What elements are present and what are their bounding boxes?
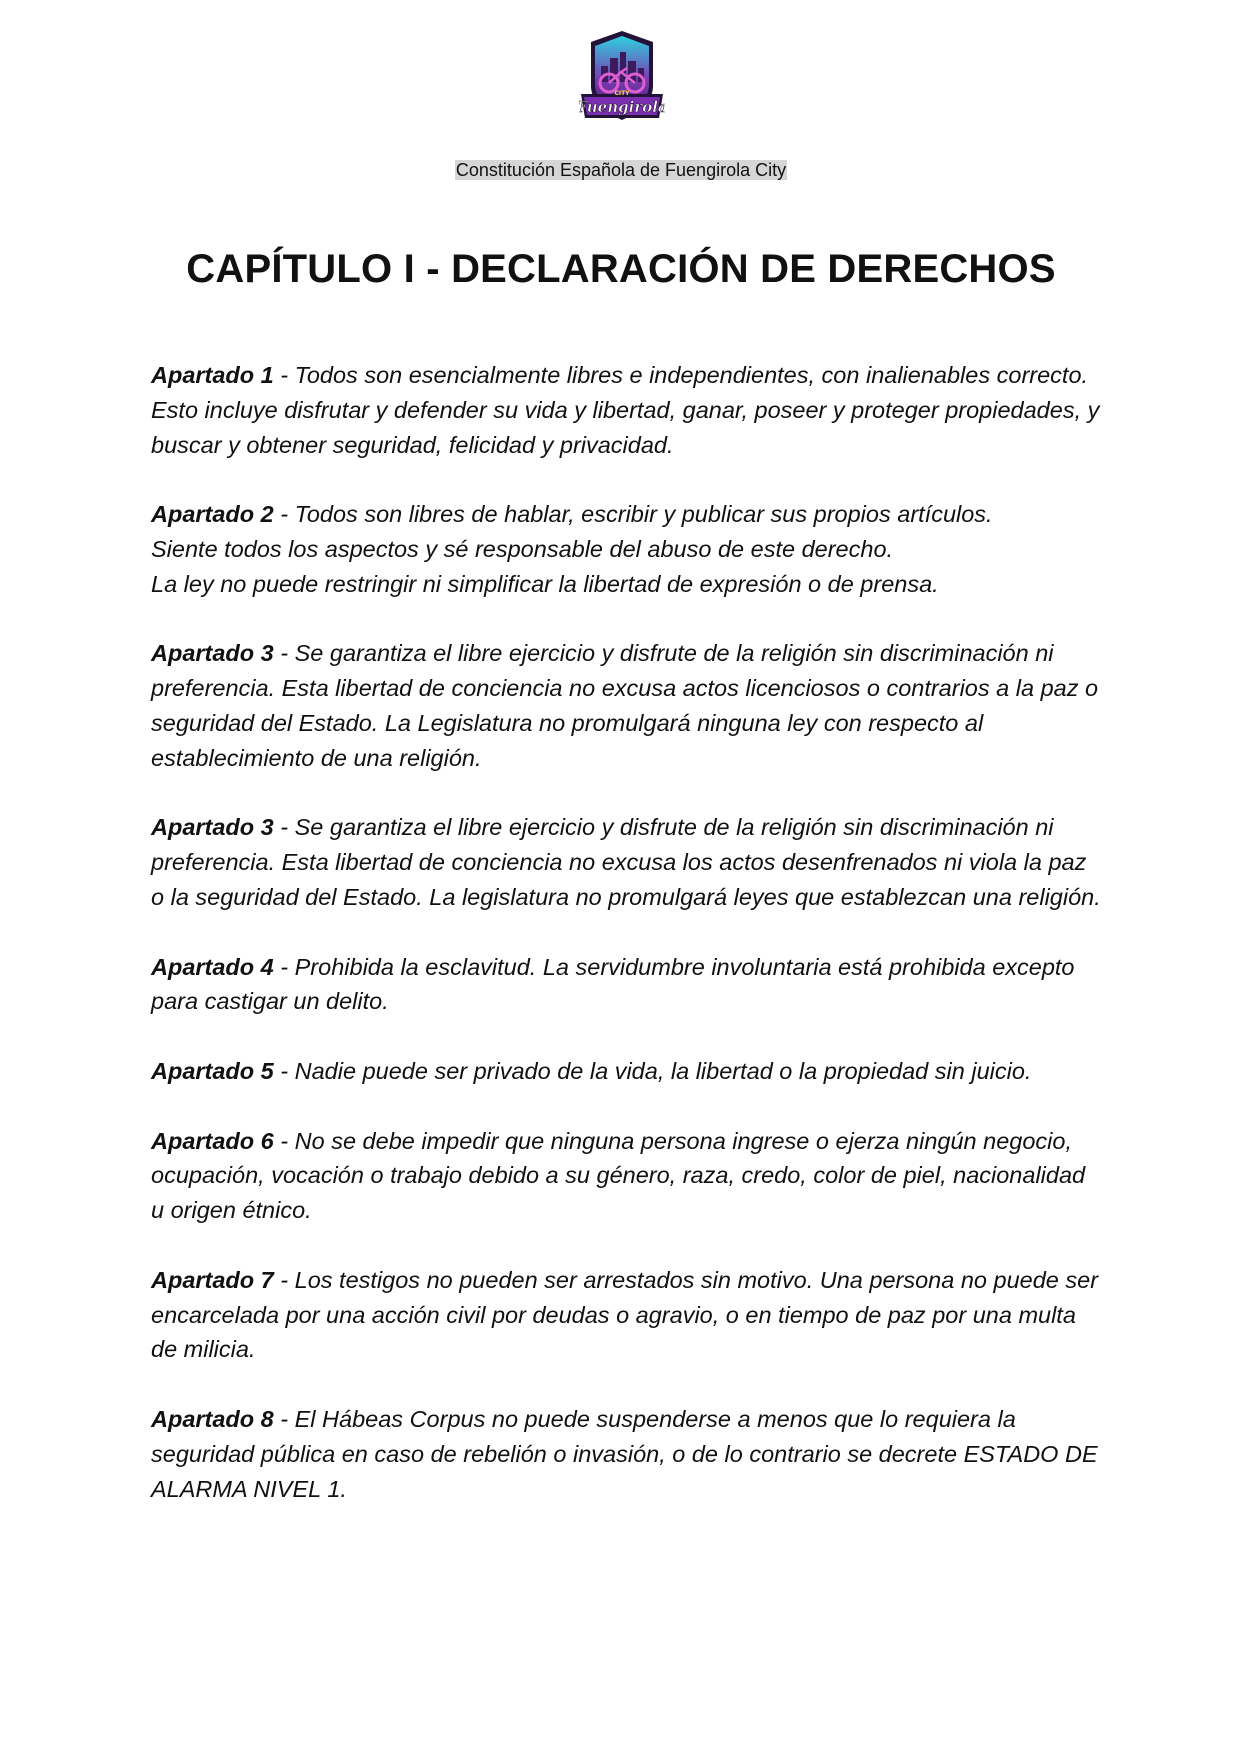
article-text: - Todos son esencialmente libres e independientes, con inalienables correcto. Esto incluye disfrutar y defender su vida y libertad, ganar, poseer y proteger propiedades, y buscar y obtener seguridad, felicidad y privacidad. (151, 362, 1100, 458)
article-text: - Los testigos no pueden ser arrestados sin motivo. Una persona no puede ser encarcelada por una acción civil por deudas o agravio, o en tiempo de paz por una multa de milicia. (151, 1266, 1099, 1363)
article-text-line: La ley no puede restringir ni simplificar la libertad de expresión o de prensa. (151, 570, 939, 597)
article-label: Apartado 7 (151, 1266, 274, 1293)
chapter-title: CAPÍTULO I - DECLARACIÓN DE DERECHOS (186, 247, 1056, 291)
article-5 (151, 1054, 1101, 1089)
city-logo (579, 28, 665, 126)
article-8 (151, 1402, 1101, 1506)
article-label: Apartado 1 (151, 362, 274, 388)
article-label: Apartado 4 (151, 953, 274, 980)
document-subtitle (0, 159, 1242, 181)
svg-text:Fuengirola: Fuengirola (579, 98, 665, 116)
article-label: Apartado 6 (151, 1127, 274, 1154)
article-text: - Nadie puede ser privado de la vida, la libertad o la propiedad sin juicio. (273, 1057, 1032, 1084)
article-3 (151, 636, 1101, 775)
svg-text:CITY: CITY (614, 90, 630, 97)
article-label: Apartado 2 (151, 501, 274, 528)
article-2 (151, 497, 1101, 601)
article-text-line: - Todos son libres de hablar, escribir y publicar sus propios artículos. (273, 501, 993, 528)
article-1 (151, 358, 1101, 462)
article-label: Apartado 8 (151, 1405, 274, 1432)
article-text: - No se debe impedir que ninguna persona ingrese o ejerza ningún negocio, ocupación, vocación o trabajo debido a su género, raza, credo, color de piel, nacionalidad u origen étnico. (151, 1127, 1086, 1224)
article-text: - El Hábeas Corpus no puede suspenderse a menos que lo requiera la seguridad pública en caso de rebelión o invasión, o de lo contrario se decrete ESTADO DE ALARMA NIVEL 1. (151, 1405, 1098, 1502)
article-text: - Prohibida la esclavitud. La servidumbre involuntaria está prohibida excepto para castigar un delito. (151, 953, 1075, 1015)
articles-list (151, 358, 1101, 1541)
document-subtitle-text: Constitución Española de Fuengirola City (455, 160, 787, 180)
article-label: Apartado 5 (151, 1057, 274, 1084)
article-3-duplicate (151, 810, 1101, 914)
article-4 (151, 950, 1101, 1020)
article-label: Apartado 3 (151, 814, 274, 841)
article-text-line: Siente todos los aspectos y sé responsable del abuso de este derecho. (151, 535, 894, 562)
fuengirola-badge-icon (579, 28, 665, 126)
article-text: - Se garantiza el libre ejercicio y disfrute de la religión sin discriminación ni preferencia. Esta libertad de conciencia no excusa actos licenciosos o contrarios a la paz o seguridad del Estado. La Legislatura no promulgará ninguna ley con respecto al establecimiento de una religión. (151, 640, 1099, 771)
article-7 (151, 1263, 1101, 1367)
article-text: - Se garantiza el libre ejercicio y disfrute de la religión sin discriminación ni preferencia. Esta libertad de conciencia no excusa los actos desenfrenados ni viola la paz o la seguridad del Estado. La legislatura no promulgará leyes que establezcan una religión. (151, 814, 1101, 910)
article-label: Apartado 3 (151, 640, 274, 667)
article-6 (151, 1124, 1101, 1228)
